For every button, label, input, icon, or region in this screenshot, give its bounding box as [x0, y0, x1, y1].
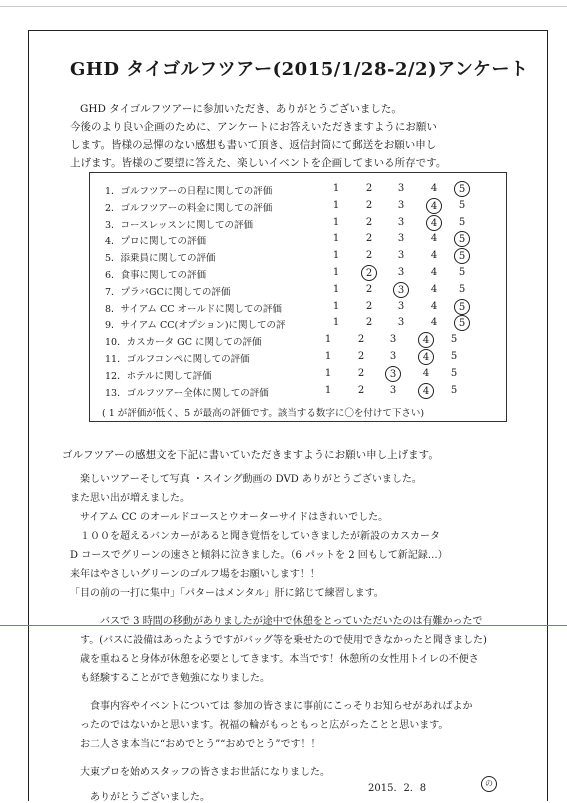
- survey-item-label: 8．サイアム CC オールドに関しての評価: [105, 303, 282, 315]
- rating-score[interactable]: 1: [324, 384, 332, 396]
- rating-score[interactable]: 1: [332, 267, 340, 278]
- survey-item: [90, 248, 508, 265]
- date: 2015．2．8: [368, 783, 427, 794]
- rating-score[interactable]: 2: [365, 233, 373, 245]
- rating-score-circled[interactable]: 2: [361, 265, 377, 281]
- rating-score-circled[interactable]: 5: [454, 248, 470, 264]
- comment-line: また思い出が増えました。: [70, 493, 190, 504]
- rating-score[interactable]: 5: [450, 334, 458, 346]
- rating-score-circled[interactable]: 4: [418, 383, 434, 399]
- rating-score[interactable]: 5: [458, 216, 466, 228]
- rating-score[interactable]: 1: [332, 199, 340, 211]
- comment-heading: ゴルフツアーの感想文を下記に書いていただきますようにお願い申し上げます。: [62, 449, 439, 461]
- survey-item: [90, 282, 508, 299]
- survey-item-label: 10．カスカータ GC に関しての評価: [105, 337, 262, 349]
- comment-line: も経験することができ勉強になりました。: [80, 673, 270, 684]
- survey-item: [90, 181, 508, 198]
- rating-score[interactable]: 3: [397, 183, 405, 194]
- survey-item: [90, 198, 508, 215]
- rating-score[interactable]: 2: [365, 250, 373, 262]
- comment-line: す。(バスに設備はあったようですがバッグ等を乗せたので使用できなかったと聞きました): [80, 635, 487, 646]
- survey-item-label: 7．プラパGCに関しての評価: [105, 286, 231, 298]
- comment-line: お二人さま本当に“おめでとう”“おめでとう”です！！: [80, 739, 321, 750]
- intro-line: 今後のより良い企画のために、アンケートにお答えいただきますようにお願い: [70, 121, 437, 133]
- rating-score[interactable]: 3: [397, 300, 405, 312]
- rating-score[interactable]: 1: [332, 233, 340, 245]
- rating-score[interactable]: 5: [450, 367, 458, 379]
- signature-seal: の: [481, 776, 497, 792]
- rating-score[interactable]: 5: [458, 199, 466, 211]
- survey-item-label: 9．サイアム CC(オプション)に関しての評: [105, 320, 286, 332]
- comment-line: バスで 3 時間の移動がありましたが途中で休憩をとっていただいたのは有難かったで: [100, 616, 483, 627]
- rating-score-circled[interactable]: 5: [454, 315, 470, 331]
- rating-table: [89, 172, 507, 422]
- survey-item: [90, 231, 508, 248]
- rating-score-circled[interactable]: 3: [393, 282, 409, 298]
- rating-score[interactable]: 2: [365, 183, 373, 194]
- document-title: GHD タイゴルフツアー(2015/1/28-2/2)アンケート: [70, 59, 529, 80]
- rating-score[interactable]: 1: [332, 300, 340, 312]
- survey-item-label: 12．ホテルに関して評価: [105, 370, 212, 382]
- comment-line: 大東プロを始めスタッフの皆さまお世話になりました。: [80, 767, 330, 778]
- rating-score[interactable]: 1: [332, 216, 340, 228]
- survey-item-label: 13．ゴルフツアー全体に関しての評価: [105, 387, 269, 399]
- rating-score-circled[interactable]: 5: [454, 181, 470, 197]
- rating-score[interactable]: 5: [458, 283, 466, 295]
- survey-item: [90, 366, 508, 383]
- rating-score[interactable]: 1: [332, 317, 340, 329]
- rating-score[interactable]: 1: [324, 351, 332, 362]
- survey-item-label: 3．コースレッスンに関しての評価: [105, 219, 253, 231]
- rating-score[interactable]: 2: [365, 317, 373, 329]
- survey-item-label: 1．ゴルフツアーの日程に関しての評価: [105, 186, 273, 197]
- comment-line: 「目の前の一打に集中」「パターはメンタル」肝に銘じて練習します。: [70, 588, 384, 599]
- rating-score[interactable]: 4: [430, 317, 438, 329]
- comment-line: ったのではないかと思います。祝福の輪がもっともっと広がったことと思います。: [80, 720, 449, 731]
- rating-score[interactable]: 5: [450, 351, 458, 362]
- rating-score[interactable]: 4: [422, 367, 430, 379]
- intro-paragraph: [70, 100, 500, 172]
- comment-line: ありがとうございました。: [90, 792, 210, 803]
- rating-score-circled[interactable]: 4: [418, 332, 434, 348]
- comment-line: 楽しいツアーそして写真 ・スイング動画の DVD ありがとうございました。: [80, 474, 422, 485]
- rating-score[interactable]: 2: [365, 199, 373, 211]
- rating-score[interactable]: 5: [458, 267, 466, 278]
- survey-item-label: 4．プロに関しての評価: [105, 236, 207, 248]
- comment-line: １００を超えるバンカーがあると聞き覚悟をしていきましたが新設のカスカータ: [80, 531, 440, 542]
- rating-score[interactable]: 3: [397, 250, 405, 262]
- rating-score[interactable]: 2: [365, 216, 373, 228]
- survey-item-label: 6．食事に関しての評価: [105, 270, 207, 281]
- rating-score[interactable]: 2: [365, 300, 373, 312]
- survey-item-label: 11．ゴルフコンペに関しての評価: [105, 354, 250, 365]
- rating-score[interactable]: 2: [357, 384, 365, 396]
- survey-item-label: 2．ゴルフツアーの料金に関しての評価: [105, 202, 273, 214]
- comment-line: 食事内容やイベントについては 参加の皆さまに事前にこっそりお知らせがあればよか: [90, 701, 473, 712]
- comment-line: 歳を重ねると身体が休憩を必要としてきます。本当です！休憩所の女性用トイレの不便さ: [80, 654, 479, 665]
- rating-instructions: ( 1 が評価が低く、5 が最高の評価です。該当する数字に〇を付けて下さい): [102, 408, 425, 419]
- rating-score[interactable]: 3: [389, 384, 397, 396]
- rating-score[interactable]: 1: [332, 250, 340, 262]
- survey-item: [90, 332, 508, 349]
- rating-score[interactable]: 5: [450, 384, 458, 396]
- rating-score[interactable]: 2: [357, 351, 365, 362]
- rating-score[interactable]: 2: [357, 367, 365, 379]
- rating-score-circled[interactable]: 4: [426, 198, 442, 214]
- rating-score[interactable]: 3: [389, 351, 397, 362]
- rating-score[interactable]: 4: [430, 250, 438, 262]
- intro-line: 上げます。皆様のご要望に答えた、楽しいイベントを企画してまいる所存です。: [70, 157, 447, 169]
- rating-score-circled[interactable]: 4: [418, 349, 434, 365]
- survey-item-label: 5．添乗員に関しての評価: [105, 253, 216, 265]
- survey-item: [90, 299, 508, 316]
- rating-score[interactable]: 4: [430, 233, 438, 245]
- survey-item: [90, 265, 508, 282]
- intro-line: GHD タイゴルフツアーに参加いただき、ありがとうございました。: [80, 103, 402, 115]
- rating-score-circled[interactable]: 5: [454, 231, 470, 247]
- rating-score[interactable]: 4: [430, 267, 438, 278]
- rating-score-circled[interactable]: 3: [385, 366, 401, 382]
- rating-score[interactable]: 3: [397, 216, 405, 228]
- survey-item: [90, 349, 508, 366]
- rating-score[interactable]: 1: [332, 183, 340, 194]
- survey-item: [90, 315, 508, 332]
- rating-score[interactable]: 4: [430, 300, 438, 312]
- intro-line: します。皆様の忌憚のない感想も書いて頂き、返信封筒にて郵送をお願い申し: [70, 139, 437, 151]
- rating-score[interactable]: 4: [430, 183, 438, 194]
- rating-score[interactable]: 3: [397, 233, 405, 245]
- rating-score[interactable]: 3: [397, 267, 405, 278]
- rating-score-circled[interactable]: 5: [454, 299, 470, 315]
- rating-score[interactable]: 3: [397, 317, 405, 329]
- page-top-edge: [0, 0, 567, 7]
- rating-score[interactable]: 4: [430, 283, 438, 295]
- rating-score[interactable]: 1: [332, 283, 340, 295]
- comment-line: サイアム CC のオールドコースとウオーターサイドはきれいでした。: [80, 512, 389, 523]
- rating-score[interactable]: 2: [365, 283, 373, 295]
- rating-score[interactable]: 3: [389, 334, 397, 346]
- rating-score[interactable]: 3: [397, 199, 405, 211]
- rating-score[interactable]: 2: [357, 334, 365, 346]
- rating-score[interactable]: 1: [324, 367, 332, 379]
- rating-score[interactable]: 1: [324, 334, 332, 346]
- survey-item: [90, 215, 508, 232]
- comment-line: D コースでグリーンの速さと傾斜に泣きました。（6 パットを 2 回もして新記録…）: [70, 550, 448, 561]
- survey-item: [90, 383, 508, 400]
- rating-score-circled[interactable]: 4: [426, 215, 442, 231]
- comment-line: 来年はやさしいグリーンのゴルフ場をお願いします！！: [70, 569, 320, 580]
